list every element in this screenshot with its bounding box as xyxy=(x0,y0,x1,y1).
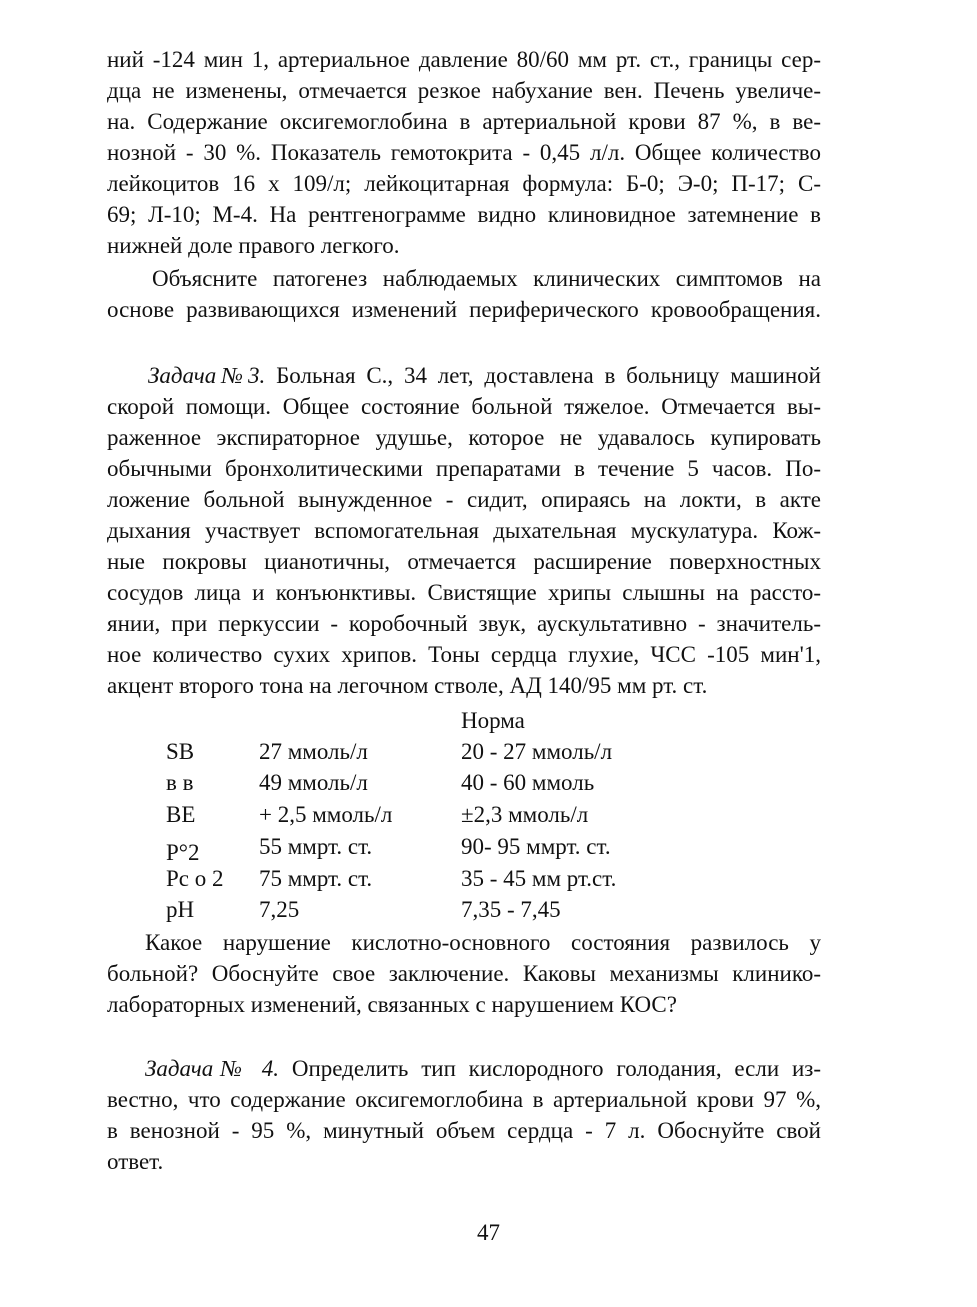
text-line: ложение больной вынужденное - сидит, опираясь на локти, в акте xyxy=(107,487,821,512)
table-norm: 35 - 45 мм рт.ст. xyxy=(461,866,617,891)
text-line: дца не изменены, отмечается резкое набухание вен. Печень увеличе- xyxy=(107,78,821,103)
table-param: BE xyxy=(166,802,196,827)
table-param: Рс о 2 xyxy=(166,866,224,891)
text-line: больной? Обоснуйте свое заключение. Каковы механизмы клинико- xyxy=(107,961,821,986)
text-line: лабораторных изменений, связанных с нарушением КОС? xyxy=(107,992,677,1017)
text-line: раженное экспираторное удушье, которое не удавалось купировать xyxy=(107,425,821,450)
text-line: нижней доле правого легкого. xyxy=(107,233,400,258)
text-line: вестно, что содержание оксигемоглобина в артериальной крови 97 %, xyxy=(107,1087,821,1112)
table-param: Р°2 xyxy=(166,840,200,865)
task3-title: Задача№3. xyxy=(148,363,266,388)
text-line: нозной - 30 %. Показатель гемотокрита - 0,45 л/л. Общее количество xyxy=(107,140,821,165)
task4-title: Задача№ 4. xyxy=(145,1056,280,1081)
text-line: ний -124 мин 1, артериальное давление 80/60 мм рт. ст., границы сер- xyxy=(107,47,821,72)
text-line: основе развивающихся изменений периферического кровообращения. xyxy=(107,297,821,322)
table-value: 27 ммоль/л xyxy=(259,739,368,764)
text-line: Объясните патогенез наблюдаемых клинических симптомов на xyxy=(152,266,821,291)
task4-first-line xyxy=(145,1054,821,1084)
text-line: ответ. xyxy=(107,1149,164,1174)
text-line: скорой помощи. Общее состояние больной тяжелое. Отмечается вы- xyxy=(107,394,821,419)
text-line: дыхания участвует вспомогательная дыхательная мускулатура. Кож- xyxy=(107,518,821,543)
text-line: акцент второго тона на легочном стволе, АД 140/95 мм рт. ст. xyxy=(107,673,708,698)
table-value: 55 ммрт. ст. xyxy=(259,834,373,859)
task3-first-line xyxy=(148,361,821,391)
table-norm-header: Норма xyxy=(461,708,525,733)
page-number: 47 xyxy=(477,1220,500,1245)
table-norm: 40 - 60 ммоль xyxy=(461,770,595,795)
table-value: 7,25 xyxy=(259,897,300,922)
table-norm: 7,35 - 7,45 xyxy=(461,897,561,922)
table-value: 75 ммрт. ст. xyxy=(259,866,373,891)
table-value: + 2,5 ммоль/л xyxy=(259,802,393,827)
table-norm: 20 - 27 ммоль/л xyxy=(461,739,613,764)
text-line: на. Содержание оксигемоглобина в артериальной крови 87 %, в ве- xyxy=(107,109,821,134)
table-param: в в xyxy=(166,770,194,795)
text-line: лейкоцитов 16 х 109/л; лейкоцитарная формула: Б-0; Э-0; П-17; С- xyxy=(107,171,821,196)
text-line: янии, при перкуссии - коробочный звук, аускультативно - значитель- xyxy=(107,611,821,636)
text-line: Определить тип кислородного голодания, если из- xyxy=(291,1056,822,1081)
text-line: ное количество сухих хрипов. Тоны сердца глухие, ЧСС -105 мин'1, xyxy=(107,642,821,667)
table-param: рН xyxy=(166,897,195,922)
text-line: ные покровы цианотичны, отмечается расширение поверхностных xyxy=(107,549,821,574)
text-line: Какое нарушение кислотно-основного состояния развилось у xyxy=(145,930,821,955)
table-param: SB xyxy=(166,739,195,764)
text-line: 69; Л-10; М-4. На рентгенограмме видно клиновидное затемнение в xyxy=(107,202,821,227)
table-norm: 90- 95 ммрт. ст. xyxy=(461,834,611,859)
text-line: в венозной - 95 %, минутный объем сердца - 7 л. Обоснуйте свой xyxy=(107,1118,821,1143)
text-line: сосудов лица и конъюнктивы. Свистящие хрипы слышны на рассто- xyxy=(107,580,821,605)
table-norm: ±2,3 ммоль/л xyxy=(461,802,589,827)
text-line: Больная С., 34 лет, доставлена в больницу машиной xyxy=(276,363,821,388)
text-line: обычными бронхолитическими препаратами в течение 5 часов. По- xyxy=(107,456,821,481)
table-value: 49 ммоль/л xyxy=(259,770,368,795)
